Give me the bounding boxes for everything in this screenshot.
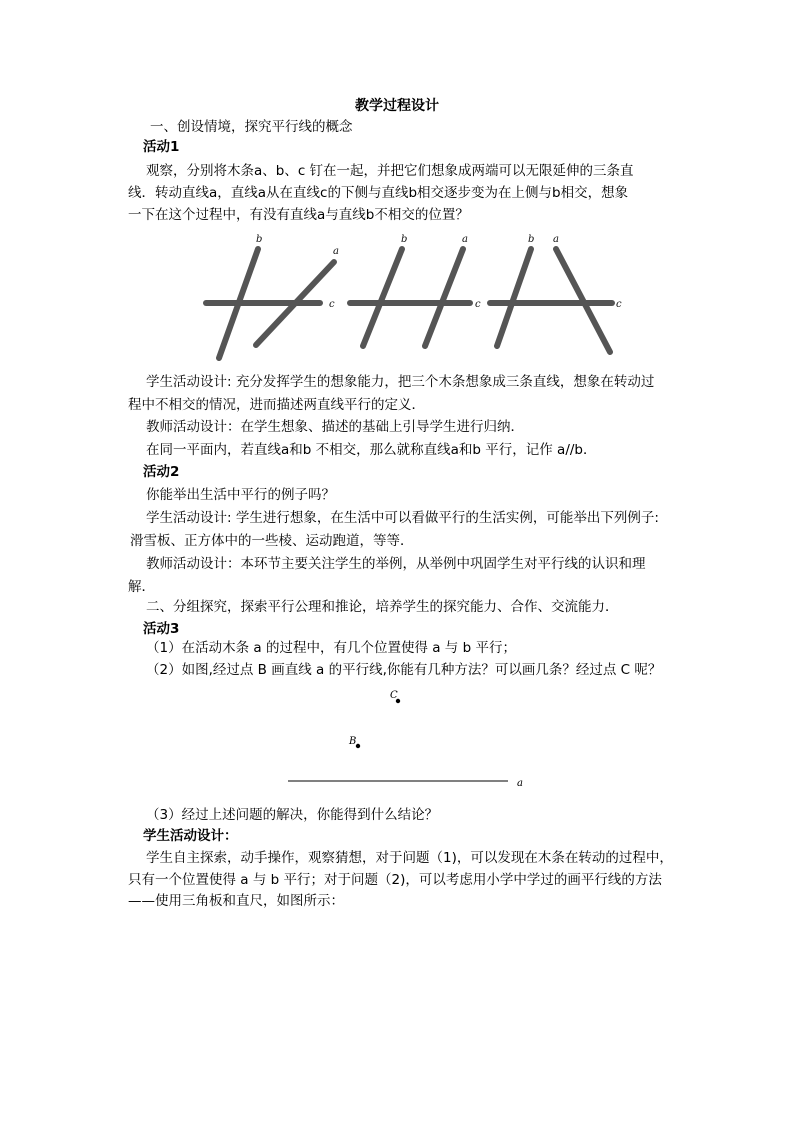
- label-b-2: b: [401, 234, 408, 245]
- label-b-1: b: [256, 234, 263, 245]
- teacher2-line2: 解．: [128, 579, 155, 595]
- label-b-3: b: [528, 234, 535, 245]
- student3-line1: 学生自主探索，动手操作，观察猜想，对于问题（1)，可以发现在木条在转动的过程中，: [146, 850, 673, 866]
- student3-line2: 只有一个位置使得 a 与 b 平行；对于问题（2)，可以考虑用小学中学过的画平行线的方法: [128, 872, 662, 888]
- point-B-dot: [356, 744, 360, 748]
- activity2-question: 你能举出生活中平行的例子吗？: [146, 487, 335, 503]
- section-heading-1: 一、创设情境，探究平行线的概念: [150, 119, 353, 135]
- activity1-para-line2: 线．转动直线a，直线a从在直线c的下侧与直线b相交逐步变为在上侧与b相交，想象: [128, 185, 629, 201]
- label-point-C: C: [390, 690, 398, 701]
- section-heading-2: 二、分组探究，探索平行公理和推论，培养学生的探究能力、合作、交流能力．: [146, 599, 619, 615]
- activity3-question2: （2）如图,经过点 B 画直线 a 的平行线,你能有几种方法？可以画几条？经过点 C 呢？: [146, 662, 662, 678]
- student2-line2: 滑雪板、正方体中的一些棱、运动跑道，等等．: [130, 533, 414, 549]
- label-a-3: a: [553, 234, 559, 245]
- definition-text: 在同一平面内，若直线a和b 不相交，那么就称直线a和b 平行，记作 a//b．: [146, 442, 597, 458]
- stick-b-2: [363, 249, 402, 346]
- label-c-3: c: [616, 299, 622, 310]
- student3-heading: 学生活动设计：: [143, 828, 238, 844]
- activity3-question3: （3）经过上述问题的解决，你能得到什么结论？: [146, 807, 439, 823]
- teacher1-text: 教师活动设计：在学生想象、描述的基础上引导学生进行归纳．: [146, 419, 524, 435]
- label-a-1: a: [333, 246, 339, 257]
- student1-line2: 程中不相交的情况，进而描述两直线平行的定义．: [128, 397, 425, 413]
- activity1-heading: 活动1: [143, 139, 180, 155]
- activity1-para-line3: 一下在这个过程中，有没有直线a与直线b不相交的位置？: [128, 207, 469, 223]
- teacher2-line1: 教师活动设计：本环节主要关注学生的举例，从举例中巩固学生对平行线的认识和理: [146, 556, 646, 572]
- label-a-2: a: [462, 234, 468, 245]
- label-c-2: c: [475, 299, 481, 310]
- activity2-heading: 活动2: [143, 464, 180, 480]
- activity3-heading: 活动3: [143, 621, 180, 637]
- student2-line1: 学生活动设计: 学生进行想象，在生活中可以看做平行的生活实例，可能举出下列例子:: [146, 510, 659, 526]
- activity3-question1: （1）在活动木条 a 的过程中，有几个位置使得 a 与 b 平行；: [146, 640, 516, 656]
- label-c-1: c: [329, 299, 335, 310]
- point-line-figure: [288, 690, 523, 789]
- label-line-a: a: [517, 778, 523, 789]
- label-point-B: B: [349, 736, 357, 747]
- activity1-para-line1: 观察，分别将木条a、b、c 钉在一起，并把它们想象成两端可以无限延伸的三条直: [146, 163, 634, 179]
- stick-a-2: [425, 249, 463, 346]
- student3-line3: ——使用三角板和直尺，如图所示：: [128, 893, 344, 909]
- stick-b-3: [497, 249, 531, 346]
- student1-line1: 学生活动设计: 充分发挥学生的想象能力，把三个木条想象成三条直线，想象在转动过: [146, 374, 655, 390]
- page-title: 教学过程设计: [355, 98, 439, 114]
